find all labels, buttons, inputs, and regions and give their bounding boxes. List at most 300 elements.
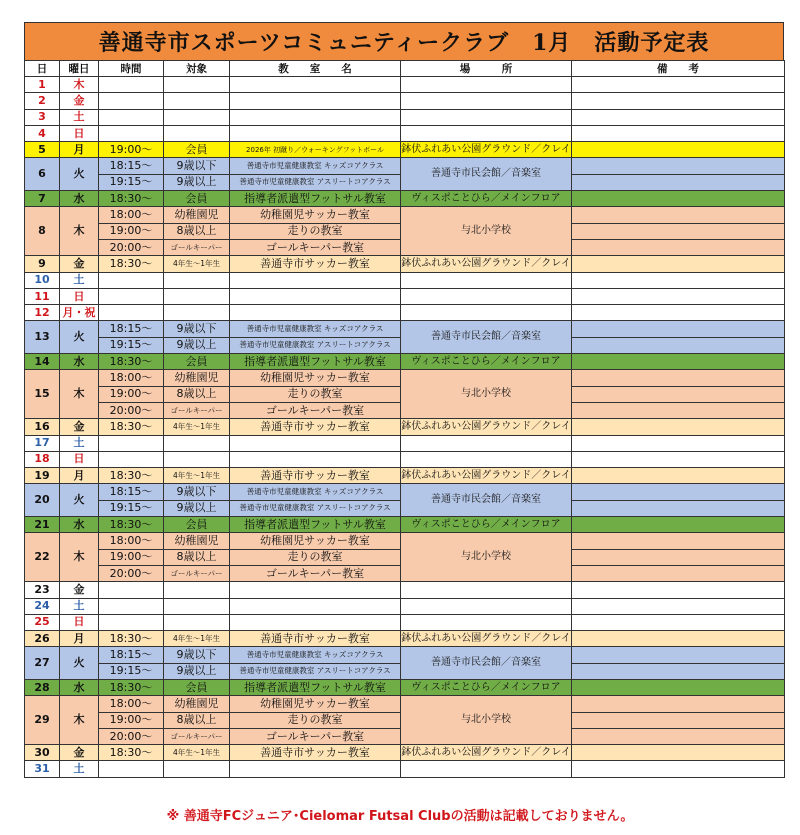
table-row [25,435,785,451]
target-cell: 8歳以上 [164,549,230,565]
notes-cell [572,761,785,777]
table-row [25,419,785,435]
table-row [25,272,785,288]
target-cell: 9歳以上 [164,500,230,516]
table-row [25,93,785,109]
class-cell: 善通寺市児童健康教室 キッズコアクラス [230,484,401,500]
class-cell: 走りの教室 [230,549,401,565]
class-cell: 幼稚園児サッカー教室 [230,533,401,549]
target-cell: 9歳以下 [164,321,230,337]
weekday-cell: 木 [60,77,99,93]
location-cell [401,288,572,304]
header-row [25,61,785,77]
time-cell: 18:15～ [99,484,164,500]
time-cell: 19:00～ [99,142,164,158]
time-cell: 19:00～ [99,549,164,565]
weekday-cell: 日 [60,614,99,630]
class-cell [230,598,401,614]
day-cell: 1 [25,77,60,93]
notes-cell [572,402,785,418]
class-cell: 善通寺市サッカー教室 [230,256,401,272]
day-cell: 12 [25,305,60,321]
location-cell [401,435,572,451]
table-row [25,158,785,174]
class-cell [230,288,401,304]
location-cell: ヴィスポことひら／メインフロア [401,679,572,695]
location-cell: 与北小学校 [401,370,572,419]
table-row [25,109,785,125]
class-cell: 善通寺市児童健康教室 アスリートコアクラス [230,500,401,516]
weekday-cell: 日 [60,451,99,467]
time-cell: 18:15～ [99,158,164,174]
class-cell [230,109,401,125]
day-cell: 24 [25,598,60,614]
class-cell: ゴールキーパー教室 [230,565,401,581]
notes-cell [572,614,785,630]
class-cell: 2026年 初蹴り／ウォーキングフットボール [230,142,401,158]
notes-cell [572,745,785,761]
page-title: 善通寺市スポーツコミュニティークラブ 1月 活動予定表 [24,22,784,60]
time-cell: 18:00～ [99,696,164,712]
notes-cell [572,598,785,614]
day-cell: 16 [25,419,60,435]
weekday-cell: 金 [60,93,99,109]
location-cell: ヴィスポことひら／メインフロア [401,191,572,207]
class-cell [230,451,401,467]
time-cell: 18:00～ [99,207,164,223]
notes-cell [572,728,785,744]
time-cell: 18:30～ [99,354,164,370]
notes-cell [572,549,785,565]
time-cell: 18:30～ [99,256,164,272]
class-cell: 善通寺市サッカー教室 [230,468,401,484]
target-cell [164,305,230,321]
class-cell [230,272,401,288]
time-cell: 20:00～ [99,239,164,255]
time-cell: 18:30～ [99,517,164,533]
time-cell: 20:00～ [99,728,164,744]
weekday-cell: 木 [60,696,99,745]
day-cell: 26 [25,631,60,647]
location-cell [401,272,572,288]
time-cell: 20:00～ [99,402,164,418]
notes-cell [572,158,785,174]
location-cell: 与北小学校 [401,696,572,745]
location-cell [401,451,572,467]
table-row [25,354,785,370]
time-cell: 18:00～ [99,533,164,549]
weekday-cell: 火 [60,647,99,680]
location-cell: 与北小学校 [401,207,572,256]
time-cell [99,125,164,141]
location-cell: 鉢伏ふれあい公園グラウンド／クレイ [401,256,572,272]
table-row [25,745,785,761]
table-row [25,484,785,500]
location-cell [401,305,572,321]
day-cell: 18 [25,451,60,467]
notes-cell [572,517,785,533]
weekday-cell: 火 [60,158,99,191]
notes-cell [572,191,785,207]
weekday-cell: 金 [60,419,99,435]
notes-cell [572,109,785,125]
time-cell: 19:00～ [99,712,164,728]
table-row [25,451,785,467]
time-cell [99,598,164,614]
class-cell [230,761,401,777]
day-cell: 22 [25,533,60,582]
target-cell [164,77,230,93]
target-cell: ゴールキーパー [164,402,230,418]
location-cell [401,77,572,93]
target-cell: 8歳以上 [164,386,230,402]
target-cell [164,288,230,304]
notes-cell [572,451,785,467]
table-row [25,142,785,158]
header-class-name: 教 室 名 [230,61,401,77]
table-row [25,256,785,272]
day-cell: 2 [25,93,60,109]
day-cell: 13 [25,321,60,354]
table-row [25,696,785,712]
target-cell: 9歳以上 [164,663,230,679]
time-cell [99,614,164,630]
notes-cell [572,77,785,93]
weekday-cell: 木 [60,533,99,582]
location-cell: 鉢伏ふれあい公園グラウンド／クレイ [401,745,572,761]
header-day: 日 [25,61,60,77]
weekday-cell: 日 [60,125,99,141]
target-cell: 4年生～1年生 [164,256,230,272]
table-row [25,468,785,484]
location-cell: 鉢伏ふれあい公園グラウンド／クレイ [401,631,572,647]
class-cell: ゴールキーパー教室 [230,728,401,744]
header-notes: 備 考 [572,61,785,77]
schedule-sheet [24,22,784,778]
target-cell [164,582,230,598]
notes-cell [572,142,785,158]
target-cell: 4年生～1年生 [164,745,230,761]
weekday-cell: 月 [60,468,99,484]
location-cell [401,93,572,109]
class-cell: 走りの教室 [230,223,401,239]
class-cell: 幼稚園児サッカー教室 [230,370,401,386]
target-cell: 9歳以上 [164,174,230,190]
weekday-cell: 土 [60,598,99,614]
class-cell: 善通寺市児童健康教室 アスリートコアクラス [230,174,401,190]
table-row [25,321,785,337]
notes-cell [572,337,785,353]
time-cell [99,109,164,125]
class-cell: 走りの教室 [230,386,401,402]
time-cell: 18:30～ [99,631,164,647]
header-time: 時間 [99,61,164,77]
target-cell [164,109,230,125]
day-cell: 17 [25,435,60,451]
target-cell: 8歳以上 [164,712,230,728]
class-cell: 善通寺市児童健康教室 キッズコアクラス [230,158,401,174]
time-cell: 18:15～ [99,321,164,337]
class-cell: 善通寺市児童健康教室 キッズコアクラス [230,321,401,337]
location-cell: 善通寺市民会館／音楽室 [401,484,572,517]
time-cell: 18:30～ [99,419,164,435]
weekday-cell: 水 [60,517,99,533]
target-cell [164,761,230,777]
location-cell: ヴィスポことひら／メインフロア [401,354,572,370]
day-cell: 11 [25,288,60,304]
target-cell: 幼稚園児 [164,207,230,223]
target-cell: ゴールキーパー [164,728,230,744]
time-cell: 20:00～ [99,565,164,581]
table-row [25,191,785,207]
schedule-table [24,60,785,778]
time-cell [99,77,164,93]
time-cell [99,435,164,451]
weekday-cell: 火 [60,484,99,517]
class-cell: 指導者派遣型フットサル教室 [230,191,401,207]
target-cell: 会員 [164,679,230,695]
class-cell: 善通寺市児童健康教室 アスリートコアクラス [230,337,401,353]
day-cell: 6 [25,158,60,191]
weekday-cell: 水 [60,354,99,370]
notes-cell [572,305,785,321]
weekday-cell: 水 [60,679,99,695]
location-cell: 鉢伏ふれあい公園グラウンド／クレイ [401,419,572,435]
target-cell: 9歳以上 [164,337,230,353]
notes-cell [572,663,785,679]
weekday-cell: 土 [60,761,99,777]
location-cell: 与北小学校 [401,533,572,582]
class-cell: 指導者派遣型フットサル教室 [230,679,401,695]
time-cell [99,288,164,304]
target-cell [164,272,230,288]
time-cell: 18:30～ [99,679,164,695]
location-cell [401,614,572,630]
target-cell: 会員 [164,517,230,533]
class-cell: 指導者派遣型フットサル教室 [230,517,401,533]
time-cell: 19:15～ [99,337,164,353]
time-cell: 18:00～ [99,370,164,386]
target-cell: 4年生～1年生 [164,419,230,435]
class-cell [230,125,401,141]
location-cell [401,109,572,125]
target-cell [164,125,230,141]
notes-cell [572,125,785,141]
target-cell [164,93,230,109]
notes-cell [572,354,785,370]
time-cell: 18:15～ [99,647,164,663]
class-cell [230,305,401,321]
notes-cell [572,631,785,647]
target-cell: 9歳以下 [164,158,230,174]
table-row [25,288,785,304]
target-cell: 幼稚園児 [164,370,230,386]
weekday-cell: 土 [60,272,99,288]
day-cell: 14 [25,354,60,370]
weekday-cell: 月 [60,142,99,158]
time-cell [99,451,164,467]
target-cell: 4年生～1年生 [164,631,230,647]
time-cell: 18:30～ [99,468,164,484]
notes-cell [572,386,785,402]
time-cell: 19:00～ [99,223,164,239]
notes-cell [572,239,785,255]
location-cell [401,598,572,614]
class-cell [230,77,401,93]
time-cell: 18:30～ [99,191,164,207]
table-row [25,533,785,549]
weekday-cell: 金 [60,582,99,598]
weekday-cell: 金 [60,745,99,761]
target-cell: 会員 [164,354,230,370]
day-cell: 21 [25,517,60,533]
day-cell: 3 [25,109,60,125]
class-cell: 幼稚園児サッカー教室 [230,207,401,223]
notes-cell [572,435,785,451]
class-cell [230,614,401,630]
time-cell [99,93,164,109]
notes-cell [572,321,785,337]
location-cell: 善通寺市民会館／音楽室 [401,321,572,354]
day-cell: 7 [25,191,60,207]
notes-cell [572,696,785,712]
table-row [25,207,785,223]
notes-cell [572,565,785,581]
target-cell: 9歳以下 [164,484,230,500]
day-cell: 19 [25,468,60,484]
time-cell: 19:15～ [99,663,164,679]
time-cell [99,272,164,288]
time-cell: 19:00～ [99,386,164,402]
time-cell: 19:15～ [99,174,164,190]
table-row [25,761,785,777]
day-cell: 20 [25,484,60,517]
target-cell: ゴールキーパー [164,565,230,581]
day-cell: 25 [25,614,60,630]
class-cell [230,93,401,109]
notes-cell [572,468,785,484]
target-cell [164,598,230,614]
table-row [25,631,785,647]
location-cell [401,761,572,777]
notes-cell [572,647,785,663]
class-cell: ゴールキーパー教室 [230,239,401,255]
day-cell: 23 [25,582,60,598]
target-cell: 会員 [164,142,230,158]
target-cell: 幼稚園児 [164,533,230,549]
location-cell [401,125,572,141]
table-row [25,370,785,386]
class-cell: 指導者派遣型フットサル教室 [230,354,401,370]
notes-cell [572,93,785,109]
table-row [25,517,785,533]
day-cell: 28 [25,679,60,695]
table-row [25,598,785,614]
weekday-cell: 水 [60,191,99,207]
schedule-body [25,77,785,778]
notes-cell [572,272,785,288]
weekday-cell: 木 [60,207,99,256]
class-cell: 善通寺市児童健康教室 キッズコアクラス [230,647,401,663]
table-row [25,679,785,695]
target-cell: 会員 [164,191,230,207]
weekday-cell: 月 [60,631,99,647]
location-cell: 鉢伏ふれあい公園グラウンド／クレイ [401,142,572,158]
target-cell: 9歳以下 [164,647,230,663]
notes-cell [572,484,785,500]
target-cell [164,435,230,451]
table-row [25,305,785,321]
location-cell [401,582,572,598]
class-cell [230,582,401,598]
target-cell: ゴールキーパー [164,239,230,255]
class-cell: ゴールキーパー教室 [230,402,401,418]
day-cell: 8 [25,207,60,256]
class-cell [230,435,401,451]
time-cell: 19:15～ [99,500,164,516]
notes-cell [572,582,785,598]
class-cell: 善通寺市サッカー教室 [230,419,401,435]
table-row [25,125,785,141]
class-cell: 幼稚園児サッカー教室 [230,696,401,712]
location-cell: 鉢伏ふれあい公園グラウンド／クレイ [401,468,572,484]
target-cell: 4年生～1年生 [164,468,230,484]
time-cell: 18:30～ [99,745,164,761]
notes-cell [572,207,785,223]
table-row [25,647,785,663]
target-cell: 幼稚園児 [164,696,230,712]
header-target: 対象 [164,61,230,77]
day-cell: 9 [25,256,60,272]
location-cell: ヴィスポことひら／メインフロア [401,517,572,533]
header-location: 場 所 [401,61,572,77]
weekday-cell: 土 [60,109,99,125]
time-cell [99,305,164,321]
weekday-cell: 火 [60,321,99,354]
notes-cell [572,174,785,190]
day-cell: 15 [25,370,60,419]
class-cell: 善通寺市サッカー教室 [230,631,401,647]
footer-note: ※ 善通寺FCジュニア･Cielomar Futsal Clubの活動は記載しておりません。 [166,809,634,824]
target-cell [164,451,230,467]
header-weekday: 曜日 [60,61,99,77]
day-cell: 5 [25,142,60,158]
table-row [25,614,785,630]
notes-cell [572,223,785,239]
class-cell: 善通寺市児童健康教室 アスリートコアクラス [230,663,401,679]
weekday-cell: 土 [60,435,99,451]
target-cell: 8歳以上 [164,223,230,239]
day-cell: 4 [25,125,60,141]
location-cell: 善通寺市民会館／音楽室 [401,647,572,680]
weekday-cell: 日 [60,288,99,304]
notes-cell [572,419,785,435]
notes-cell [572,256,785,272]
location-cell: 善通寺市民会館／音楽室 [401,158,572,191]
target-cell [164,614,230,630]
time-cell [99,761,164,777]
weekday-cell: 金 [60,256,99,272]
table-row [25,582,785,598]
notes-cell [572,533,785,549]
weekday-cell: 月・祝 [60,305,99,321]
day-cell: 10 [25,272,60,288]
notes-cell [572,712,785,728]
notes-cell [572,288,785,304]
notes-cell [572,679,785,695]
class-cell: 善通寺市サッカー教室 [230,745,401,761]
table-row [25,77,785,93]
